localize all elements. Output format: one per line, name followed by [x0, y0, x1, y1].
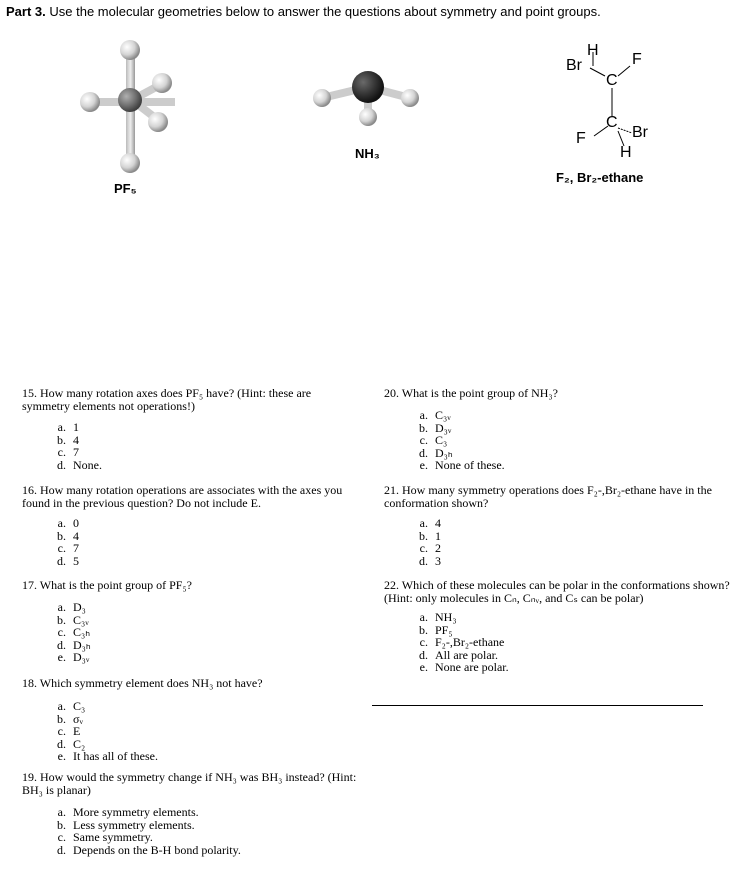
ethane-c-top: C — [606, 72, 618, 89]
question-text: 16. How many rotation operations are associates with the axes you found in the previous question? Do not include E. — [22, 483, 343, 510]
option[interactable]: d. D₃ₕ — [57, 637, 91, 652]
question-16 — [22, 484, 367, 567]
ethane-structure — [560, 38, 660, 173]
option[interactable]: a. More symmetry elements. — [57, 805, 199, 819]
question-19 — [22, 771, 367, 856]
option[interactable]: d. 5 — [57, 553, 79, 568]
pf5-label: PF₅ — [114, 181, 137, 196]
option[interactable]: d. All are polar. — [419, 647, 498, 662]
option[interactable]: c. 2 — [419, 541, 441, 555]
ethane-br-top: Br — [566, 57, 582, 74]
question-text: 22. Which of these molecules can be polar in the conformations shown? (Hint: only molecules in Cₙ, Cₙᵥ, and Cₛ can be polar) — [384, 578, 730, 605]
option[interactable]: a. 0 — [57, 516, 79, 530]
question-22 — [384, 579, 734, 674]
ethane-h-bottom: H — [620, 144, 632, 161]
option[interactable]: c. F₂-,Br₂-ethane — [419, 635, 505, 649]
option[interactable]: e. None of these. — [419, 458, 505, 472]
option[interactable]: c. C₃ₕ — [57, 625, 91, 639]
question-20 — [384, 387, 734, 472]
option[interactable]: b. 4 — [57, 432, 79, 447]
option[interactable]: d. C₂ — [57, 736, 86, 751]
question-text: 20. What is the point group of NH₃? — [384, 386, 558, 400]
ethane-br-bottom: Br — [632, 124, 648, 141]
nh3-label: NH₃ — [355, 146, 380, 161]
option[interactable]: c. E — [57, 724, 81, 738]
divider — [372, 705, 703, 706]
question-21 — [384, 484, 734, 567]
question-15 — [22, 387, 362, 471]
question-17 — [22, 579, 362, 664]
option[interactable]: d. 3 — [419, 553, 441, 568]
option[interactable]: a. C₃ — [57, 699, 86, 713]
option[interactable]: a. 1 — [57, 420, 79, 434]
question-18 — [22, 677, 362, 763]
option[interactable]: b. σᵥ — [57, 711, 83, 726]
option[interactable]: d. None. — [57, 457, 102, 472]
option[interactable]: e. None are polar. — [419, 660, 509, 674]
option[interactable]: b. D₃ᵥ — [419, 420, 452, 435]
option[interactable]: c. 7 — [57, 541, 79, 555]
option[interactable]: e. It has all of these. — [57, 749, 158, 763]
option[interactable]: a. C₃ᵥ — [419, 408, 451, 422]
option[interactable]: d. Depends on the B-H bond polarity. — [57, 842, 241, 857]
question-text: 15. How many rotation axes does PF₅ have? (Hint: these are symmetry elements not operations!) — [22, 386, 312, 413]
option[interactable]: a. NH₃ — [419, 610, 457, 624]
option[interactable]: c. Same symmetry. — [57, 830, 153, 844]
option[interactable]: b. C₃ᵥ — [57, 612, 89, 627]
ethane-label: F₂, Br₂-ethane — [556, 170, 644, 185]
option[interactable]: e. D₃ᵥ — [57, 650, 90, 664]
option[interactable]: b. 1 — [419, 528, 441, 543]
option[interactable]: c. 7 — [57, 445, 79, 459]
ethane-c-bottom: C — [606, 114, 618, 131]
part-instruction: Use the molecular geometries below to answer the questions about symmetry and point groups. — [49, 4, 601, 19]
option[interactable]: c. C₃ — [419, 433, 448, 447]
ethane-f-top: F — [632, 51, 642, 68]
nh3-model — [310, 62, 430, 132]
option[interactable]: d. D₃ₕ — [419, 445, 453, 460]
option[interactable]: b. PF₅ — [419, 622, 453, 637]
part-header — [6, 4, 601, 19]
option[interactable]: a. 4 — [419, 516, 441, 530]
ethane-h-top: H — [587, 42, 599, 59]
option[interactable]: b. Less symmetry elements. — [57, 817, 195, 832]
question-text: 21. How many symmetry operations does F₂-,Br₂-ethane have in the conformation shown? — [384, 483, 712, 510]
question-text: 19. How would the symmetry change if NH₃ was BH₃ instead? (Hint: BH₃ is planar) — [22, 770, 357, 797]
option[interactable]: b. 4 — [57, 528, 79, 543]
option[interactable]: a. D₃ — [57, 600, 86, 614]
question-text: 18. Which symmetry element does NH₃ not have? — [22, 676, 263, 690]
part-label: Part 3. — [6, 4, 46, 19]
pf5-model — [70, 38, 190, 178]
ethane-f-bottom: F — [576, 130, 586, 147]
question-text: 17. What is the point group of PF₅? — [22, 578, 192, 592]
